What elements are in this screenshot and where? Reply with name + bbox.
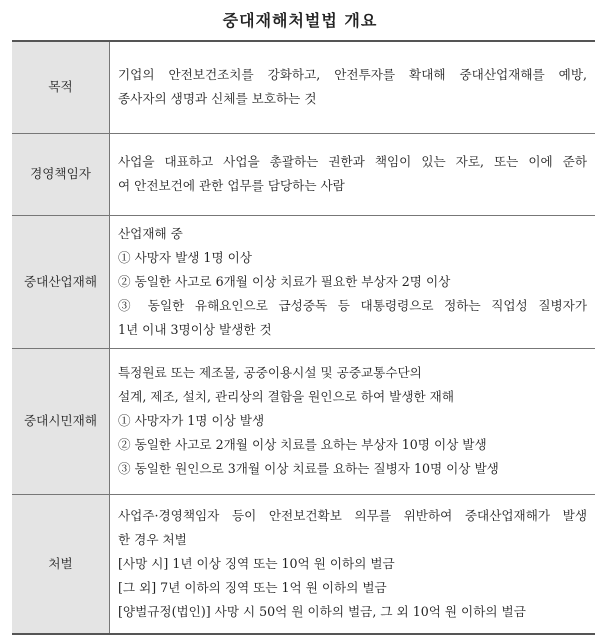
content-line: [양벌규정(법인)] 사망 시 50억 원 이하의 벌금, 그 외 10억 원 이하의 벌금 [118, 603, 526, 619]
content-line: 산업재해 중 [118, 225, 183, 241]
table-row-purpose [12, 41, 595, 133]
table-row-executive [12, 133, 595, 215]
content-line: [그 외] 7년 이하의 징역 또는 1억 원 이하의 벌금 [118, 579, 387, 595]
content-line: ② 동일한 사고로 2개월 이상 치료를 요하는 부상자 10명 이상 발생 [118, 437, 487, 452]
document-title: 중대재해처벌법 개요 [222, 11, 378, 30]
row-label: 중대산업재해 [12, 215, 110, 348]
content-line: 설계, 제조, 설치, 관리상의 결함을 원인으로 하여 발생한 재해 [118, 389, 455, 404]
content-line: ① 사망자가 1명 이상 발생 [118, 413, 265, 428]
row-content [110, 133, 596, 215]
content-line: 사업을 대표하고 사업을 총괄하는 권한과 책임이 있는 자로, 또는 이에 준하 [118, 154, 587, 169]
content-line: 특정원료 또는 제조물, 공중이용시설 및 공중교통수단의 [118, 365, 422, 380]
table-row-punishment [12, 494, 595, 634]
table-row-civil-disaster [12, 348, 595, 494]
content-line: ③ 동일한 유해요인으로 급성중독 등 대통령령으로 정하는 직업성 질병자가 [118, 297, 587, 313]
content-line: 사업주·경영책임자 등이 안전보건확보 의무를 위반하여 중대산업재해가 발생 [118, 507, 587, 523]
content-line: 여 안전보건에 관한 업무를 담당하는 사람 [118, 178, 345, 193]
row-label: 경영책임자 [12, 133, 110, 215]
content-line: [사망 시] 1년 이상 징역 또는 10억 원 이하의 벌금 [118, 555, 395, 571]
row-label: 목적 [12, 41, 110, 133]
content-line: ③ 동일한 원인으로 3개월 이상 치료를 요하는 질병자 10명 이상 발생 [118, 461, 499, 476]
row-content [110, 215, 596, 348]
summary-table [12, 40, 595, 635]
row-content [110, 348, 596, 494]
content-line: 한 경우 처벌 [118, 531, 187, 547]
content-line: ② 동일한 사고로 6개월 이상 치료가 필요한 부상자 2명 이상 [118, 273, 451, 289]
content-line: 기업의 안전보건조치를 강화하고, 안전투자를 확대해 중대산업재해를 예방, [118, 67, 587, 83]
row-label: 처벌 [12, 494, 110, 634]
row-content [110, 41, 596, 133]
content-line: 1년 이내 3명이상 발생한 것 [118, 321, 272, 337]
content-line: 종사자의 생명과 신체를 보호하는 것 [118, 91, 317, 107]
row-label: 중대시민재해 [12, 348, 110, 494]
row-content [110, 494, 596, 634]
content-line: ① 사망자 발생 1명 이상 [118, 249, 252, 265]
table-row-industrial-disaster [12, 215, 595, 348]
